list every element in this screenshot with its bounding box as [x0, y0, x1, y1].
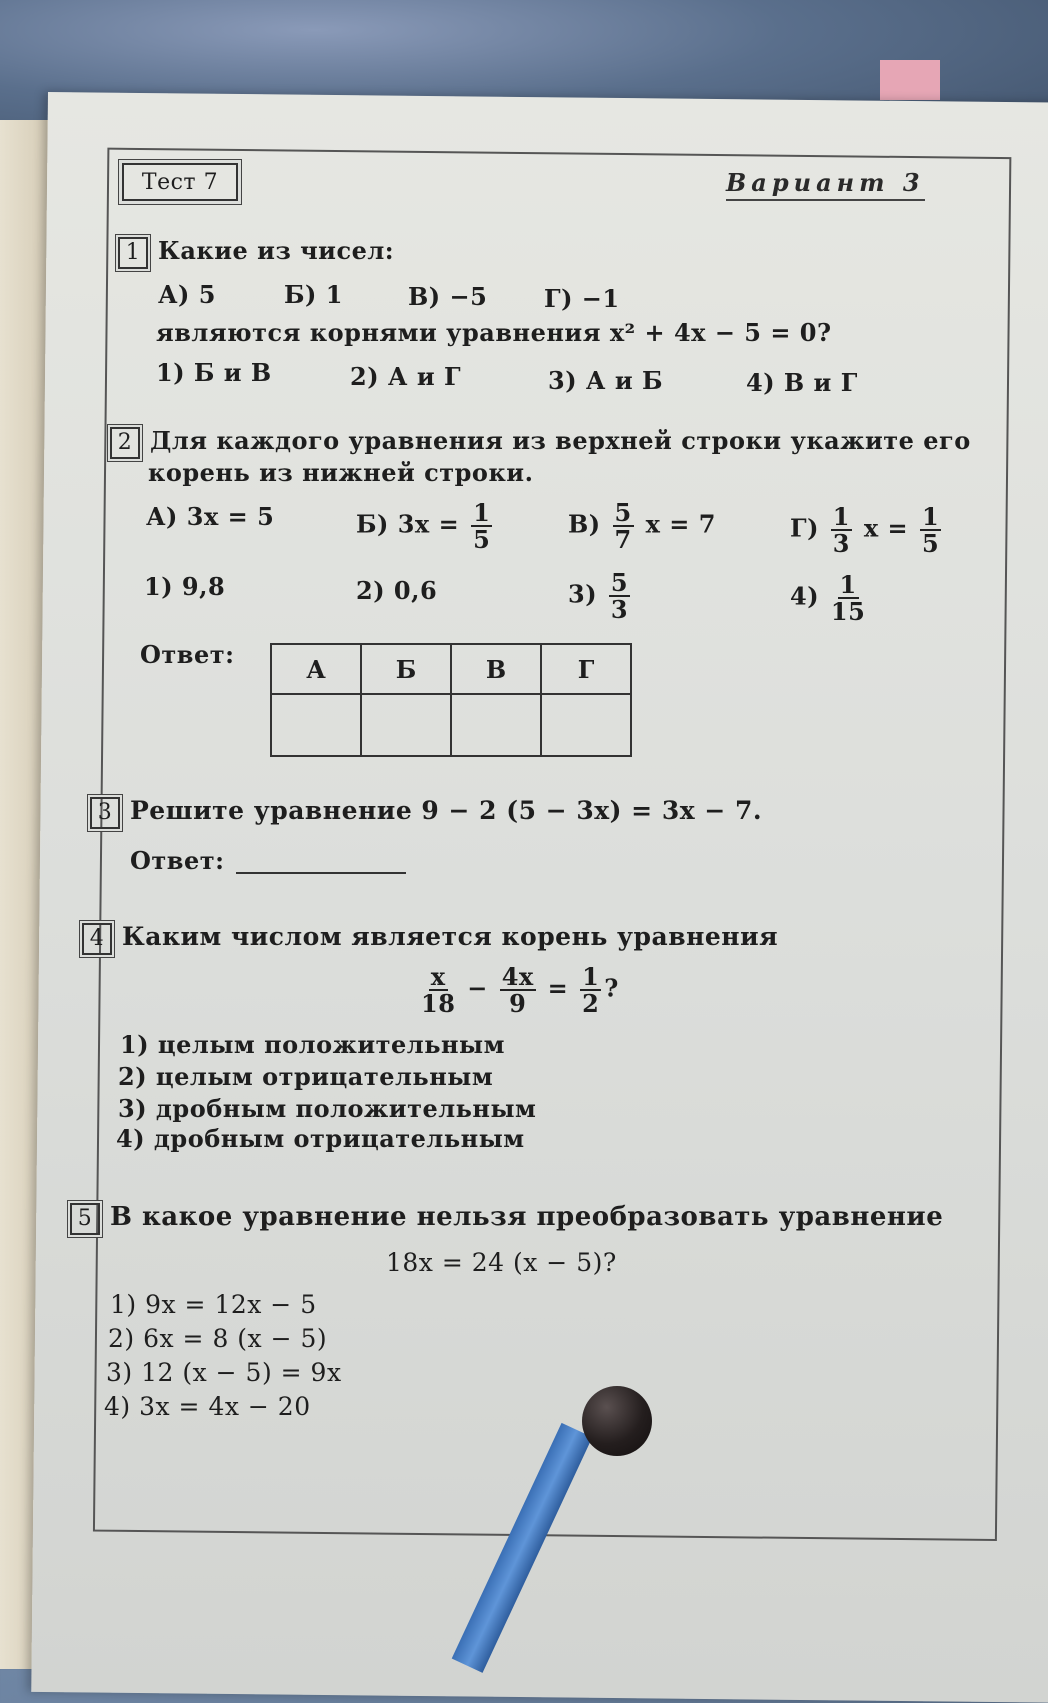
task4-question: Каким числом является корень уравнения	[122, 922, 779, 951]
test-label: Тест 7	[122, 163, 238, 201]
task1-option-a: А) 5	[158, 280, 216, 309]
task2-root-1: 1) 9,8	[144, 572, 226, 601]
task4-qmark: ?	[604, 973, 619, 1003]
task3-answer-label: Ответ:	[130, 846, 225, 875]
task4-equals: =	[547, 973, 569, 1003]
task5-equation: 18x = 24 (x − 5)?	[386, 1248, 617, 1277]
task5-answer-1: 1) 9x = 12x − 5	[110, 1290, 317, 1319]
task4-f1-num: x	[430, 962, 446, 991]
task1-question-cont: являются корнями уравнения x² + 4x − 5 = 0?	[156, 318, 832, 347]
task2-answer-label: Ответ:	[140, 640, 235, 669]
task1-option-g: Г) −1	[544, 284, 620, 313]
task4-fraction3	[580, 962, 601, 1019]
task2-root-4-prefix: 4)	[790, 581, 820, 611]
task2-heading	[110, 426, 971, 459]
task2-root-3-den: 3	[610, 595, 629, 625]
task2-eq-g-den1: 3	[832, 529, 850, 559]
task5-question: В какое уравнение нельзя преобразовать уравнение	[110, 1202, 944, 1232]
task2-root-3-fraction	[609, 568, 630, 625]
task2-eq-g-den2: 5	[922, 529, 940, 559]
task2-root-4-fraction	[830, 570, 866, 627]
task4-heading	[82, 922, 778, 955]
task2-eq-v-prefix: В)	[568, 509, 601, 539]
task4-f2-num: 4x	[501, 962, 534, 991]
task4-f1-den: 18	[421, 989, 456, 1019]
task2-eq-b-fraction	[471, 498, 492, 555]
task2-eq-b-num: 1	[473, 498, 491, 527]
task4-f2-den: 9	[509, 989, 527, 1019]
answer-cell-v[interactable]	[451, 694, 541, 756]
task2-root-2: 2) 0,6	[356, 576, 438, 605]
task5-answer-3: 3) 12 (x − 5) = 9x	[106, 1358, 342, 1387]
answer-header-a: А	[271, 644, 361, 694]
task2-eq-a: А) 3x = 5	[146, 502, 275, 531]
task2-eq-g-fraction1	[831, 502, 852, 559]
task3-question: Решите уравнение 9 − 2 (5 − 3x) = 3x − 7.	[130, 796, 763, 825]
task2-eq-v-den: 7	[614, 525, 632, 555]
task5-answer-2: 2) 6x = 8 (x − 5)	[108, 1324, 328, 1353]
task2-eq-b-prefix: Б) 3x =	[356, 509, 460, 539]
answer-header-b: Б	[361, 644, 451, 694]
task1-option-b: Б) 1	[284, 280, 343, 309]
task2-eq-g-prefix: Г)	[790, 513, 819, 543]
task3-number: 3	[90, 797, 120, 829]
answer-cell-b[interactable]	[361, 694, 451, 756]
answer-header-v: В	[451, 644, 541, 694]
task5-heading	[70, 1202, 943, 1235]
task4-answer-1: 1) целым положительным	[120, 1030, 505, 1059]
task2-root-4-num: 1	[839, 570, 857, 599]
variant-label: Вариант 3	[726, 168, 925, 201]
task2-eq-g-num1: 1	[832, 502, 850, 531]
task2-question-line1: Для каждого уравнения из верхней строки укажите его	[150, 426, 971, 455]
task2-root-3	[568, 568, 633, 625]
task4-answer-4: 4) дробным отрицательным	[116, 1124, 525, 1153]
bookmark-tab	[880, 60, 940, 100]
task2-question-line2: корень из нижней строки.	[148, 458, 534, 487]
task3-answer-line[interactable]	[236, 872, 406, 874]
task1-answer-3: 3) А и Б	[548, 366, 663, 395]
task2-number: 2	[110, 427, 140, 459]
task1-number: 1	[118, 237, 148, 269]
task4-f3-den: 2	[582, 989, 600, 1019]
task2-eq-b	[356, 498, 495, 555]
task1-answer-4: 4) В и Г	[746, 368, 858, 397]
pin-head	[582, 1386, 652, 1456]
task1-answer-1: 1) Б и В	[156, 358, 272, 387]
task4-minus: −	[467, 973, 488, 1003]
task4-number: 4	[82, 923, 112, 955]
task2-eq-v-fraction	[613, 498, 634, 555]
task4-fraction2	[500, 962, 536, 1019]
task2-root-4-den: 15	[830, 597, 866, 627]
task4-answer-2: 2) целым отрицательным	[118, 1062, 494, 1091]
task1-answer-2: 2) А и Г	[350, 362, 462, 391]
answer-header-g: Г	[541, 644, 631, 694]
task4-fraction1	[421, 962, 456, 1019]
task2-root-4	[790, 570, 868, 627]
task5-number: 5	[70, 1203, 100, 1235]
task4-equation	[418, 962, 619, 1019]
task2-eq-g-fraction2	[920, 502, 941, 559]
task3-heading	[90, 796, 762, 829]
task2-eq-g	[790, 502, 944, 559]
task5-answer-4: 4) 3x = 4x − 20	[104, 1392, 311, 1421]
task2-answer-table	[270, 643, 632, 757]
task1-question: Какие из чисел:	[158, 236, 395, 265]
task2-eq-v	[568, 498, 716, 555]
task2-eq-g-num2: 1	[922, 502, 940, 531]
answer-cell-a[interactable]	[271, 694, 361, 756]
task2-eq-g-mid: x =	[863, 513, 909, 543]
task2-eq-v-num: 5	[614, 498, 632, 527]
task2-eq-b-den: 5	[473, 525, 491, 555]
task2-root-3-prefix: 3)	[568, 579, 598, 609]
task4-answer-3: 3) дробным положительным	[118, 1094, 537, 1123]
task1-heading	[118, 236, 394, 269]
task1-option-v: В) −5	[408, 282, 488, 311]
task2-eq-v-suffix: x = 7	[645, 509, 716, 539]
task4-f3-num: 1	[582, 962, 600, 991]
answer-cell-g[interactable]	[541, 694, 631, 756]
task2-root-3-num: 5	[610, 568, 629, 597]
